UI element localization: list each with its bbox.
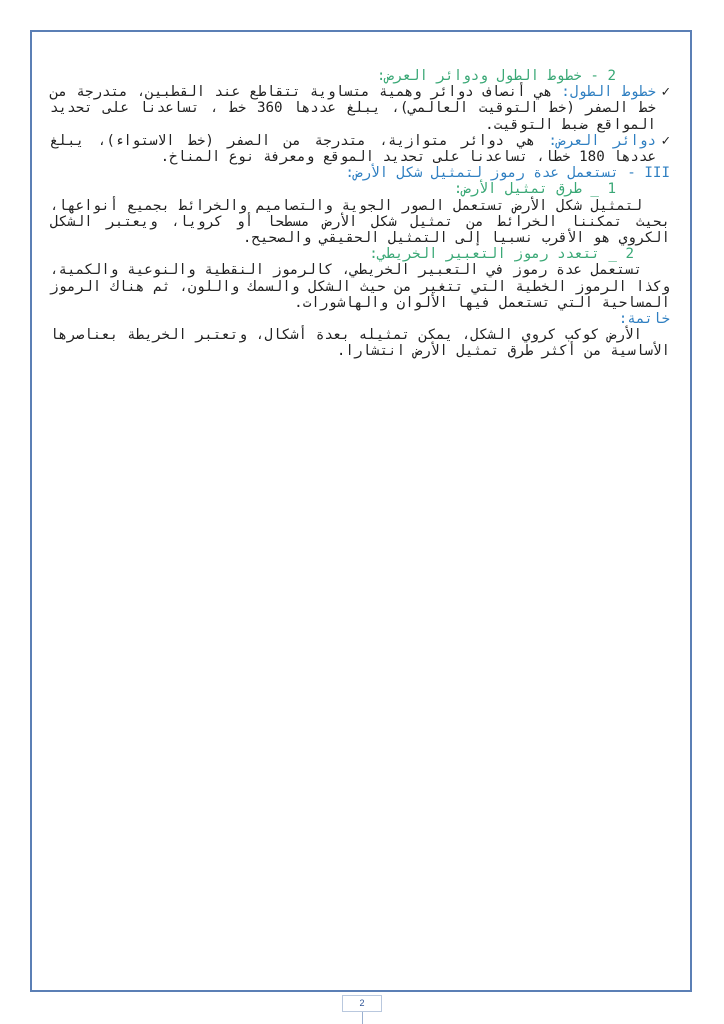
list-item-meridians bbox=[50, 84, 670, 133]
conclusion-heading: خاتمة: bbox=[618, 311, 670, 328]
term-meridians: خطوط الطول: bbox=[561, 84, 656, 101]
conclusion-paragraph: الأرض كوكب كروي الشكل، يمكن تمثيله بعدة أشكال، وتعتبر الخريطة بعناصرها الأساسية من أكثر طرق تمثيل الأرض انتشارا. bbox=[50, 327, 670, 360]
page-number-connector bbox=[362, 1012, 363, 1024]
definition-meridians: هي أنصاف دوائر وهمية متساوية تتقاطع عند القطبين، متدرجة من خط الصفر (خط التوقيت العالمي)، يبلغ عددها 360 خط ، تساعدنا على تحديد المواقع ضبط التوقيت. bbox=[50, 84, 656, 133]
section-2-heading: 2 - خطوط الطول ودوائر العرض: bbox=[376, 68, 616, 84]
checkmark-icon: ✓ bbox=[661, 84, 670, 101]
definition-parallels: هي دوائر متوازية، متدرجة من الصفر (خط الاستواء)، يبلغ عددها 180 خطا، تساعدنا على تحديد الموقع ومعرفة نوع المناخ. bbox=[50, 132, 656, 166]
page-number: 2 bbox=[342, 995, 382, 1012]
section-3-heading: III - تستعمل عدة رموز لتمثيل شكل الأرض: bbox=[345, 165, 670, 182]
term-parallels: دوائر العرض: bbox=[548, 132, 656, 149]
checkmark-icon: ✓ bbox=[661, 132, 670, 149]
section-3-1-heading: 1 _ طرق تمثيل الأرض: bbox=[453, 181, 616, 198]
section-3-2-paragraph: تستعمل عدة رموز في التعبير الخريطي، كالرموز النقطية والنوعية والكمية، وكذا الرموز الخطية التي تتغير من حيث الشكل والسمك واللون، ثم هناك الرموز المساحية التي تستعمل فيها الألوان والهاشورات. bbox=[50, 262, 670, 311]
document-body bbox=[50, 68, 670, 360]
section-3-2-heading: 2 _ تتعدد رموز التعبير الخريطي: bbox=[369, 246, 634, 263]
list-item-parallels bbox=[50, 133, 670, 165]
section-3-1-paragraph: لتمثيل شكل الأرض تستعمل الصور الجوية والتصاميم والخرائط بجميع أنواعها، بحيث تمكننا الخرائط من تمثيل شكل الأرض مسطحا أو كرويا، ويعتبر الشكل الكروي هو الأقرب نسبيا إلى التمثيل الحقيقي والصحيح. bbox=[50, 197, 670, 247]
